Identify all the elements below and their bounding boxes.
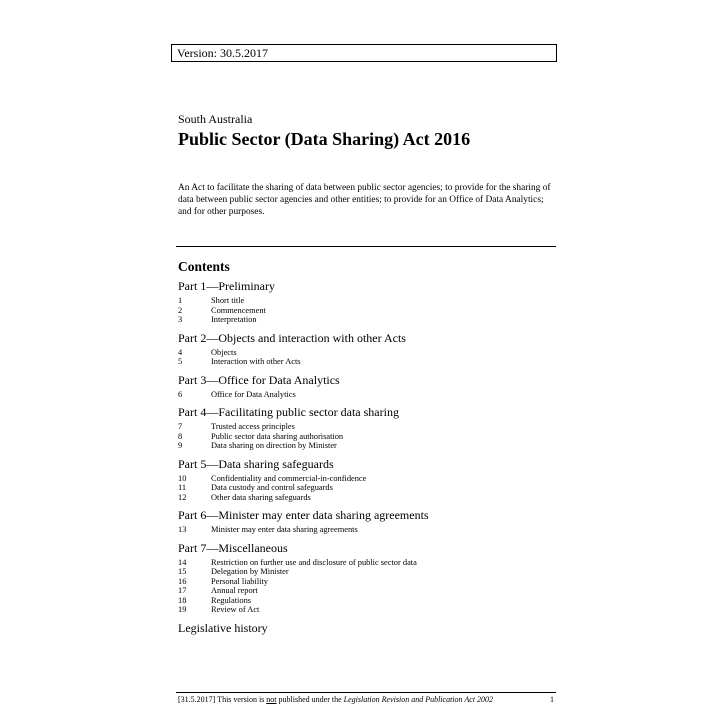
act-title: Public Sector (Data Sharing) Act 2016 (178, 129, 471, 149)
section-number: 17 (178, 586, 187, 595)
toc-entry[interactable] (178, 357, 558, 367)
part-heading[interactable]: Part 6—Minister may enter data sharing agreements (178, 508, 429, 522)
section-title: Trusted access principles (211, 422, 295, 431)
legislative-history-link[interactable]: Legislative history (178, 620, 268, 635)
toc-entry[interactable] (178, 567, 558, 577)
section-title: Data sharing on direction by Minister (211, 441, 337, 450)
section-title: Public sector data sharing authorisation (211, 431, 344, 441)
section-title: Interaction with other Acts (211, 357, 301, 366)
contents-heading: Contents (178, 259, 230, 274)
page-number: 1 (550, 695, 554, 704)
footer-act-name: Legislation Revision and Publication Act 2002 (343, 695, 494, 704)
section-list (178, 558, 558, 615)
section-number: 12 (178, 492, 187, 502)
toc-entry[interactable] (178, 441, 558, 451)
footer-divider (176, 692, 556, 693)
section-number: 13 (178, 525, 187, 534)
jurisdiction: South Australia (178, 112, 253, 126)
toc-entry[interactable] (178, 586, 558, 596)
section-title: Minister may enter data sharing agreements (211, 525, 358, 534)
toc-entry[interactable] (178, 296, 558, 306)
table-of-contents (178, 279, 558, 636)
toc-entry[interactable] (178, 596, 558, 606)
toc-entry[interactable] (178, 390, 558, 400)
toc-entry[interactable] (178, 558, 558, 568)
section-title: Regulations (211, 595, 252, 605)
section-number: 16 (178, 576, 187, 586)
section-title: Interpretation (211, 315, 257, 324)
part-heading[interactable]: Part 3—Office for Data Analytics (178, 372, 340, 387)
section-number: 8 (178, 431, 183, 441)
footer-middle: published under the (276, 695, 344, 704)
section-title: Short title (211, 296, 245, 305)
toc-entry[interactable] (178, 315, 558, 325)
toc-entry[interactable] (178, 348, 558, 358)
section-title: Other data sharing safeguards (211, 492, 311, 502)
section-number: 6 (178, 389, 183, 399)
section-title: Review of Act (211, 605, 260, 614)
section-title: Annual report (211, 586, 258, 595)
part-heading[interactable]: Part 2—Objects and interaction with other Acts (178, 330, 406, 345)
section-title: Commencement (211, 305, 266, 315)
toc-entry[interactable] (178, 525, 558, 535)
section-number: 7 (178, 422, 183, 431)
section-number: 11 (178, 483, 187, 492)
toc-entry[interactable] (178, 577, 558, 587)
section-list (178, 474, 558, 503)
section-number: 19 (178, 605, 187, 614)
toc-entry[interactable] (178, 483, 558, 493)
section-title: Delegation by Minister (211, 567, 289, 576)
part-heading[interactable]: Part 4—Facilitating public sector data sharing (178, 405, 399, 419)
footer-note (178, 695, 493, 704)
footer-prefix: [31.5.2017] This version is (178, 695, 267, 704)
toc-entry[interactable] (178, 605, 558, 615)
section-title: Office for Data Analytics (211, 389, 296, 399)
section-list (178, 390, 558, 400)
section-number: 14 (178, 557, 187, 567)
section-list (178, 348, 558, 367)
section-title: Objects (211, 347, 237, 357)
section-number: 15 (178, 567, 187, 576)
section-number: 18 (178, 595, 187, 605)
section-number: 5 (178, 357, 183, 366)
divider (176, 246, 556, 247)
section-number: 3 (178, 315, 183, 324)
section-title: Personal liability (211, 576, 268, 586)
toc-entry[interactable] (178, 474, 558, 484)
section-number: 4 (178, 347, 183, 357)
version-label: Version: 30.5.2017 (171, 44, 557, 62)
section-number: 10 (178, 473, 187, 483)
section-title: Data custody and control safeguards (211, 483, 333, 492)
section-number: 2 (178, 305, 183, 315)
footer-not: not (266, 695, 277, 704)
page-footer (178, 695, 554, 704)
section-title: Confidentiality and commercial-in-confidence (211, 473, 367, 483)
toc-entry[interactable] (178, 432, 558, 442)
section-number: 1 (178, 296, 183, 305)
section-number: 9 (178, 441, 183, 450)
toc-entry[interactable] (178, 306, 558, 316)
section-list (178, 296, 558, 325)
toc-entry[interactable] (178, 493, 558, 503)
part-heading[interactable]: Part 1—Preliminary (178, 279, 275, 293)
part-heading[interactable]: Part 5—Data sharing safeguards (178, 456, 334, 471)
part-heading[interactable]: Part 7—Miscellaneous (178, 540, 288, 555)
long-title: An Act to facilitate the sharing of data between public sector agencies; to provide for the sharing of data between public sector agencies and other entities; to provide for an Office of Data Analytics; and for other purposes. (178, 183, 551, 217)
section-list (178, 525, 558, 535)
section-title: Restriction on further use and disclosure of public sector data (211, 557, 417, 567)
section-list (178, 422, 558, 451)
toc-entry[interactable] (178, 422, 558, 432)
